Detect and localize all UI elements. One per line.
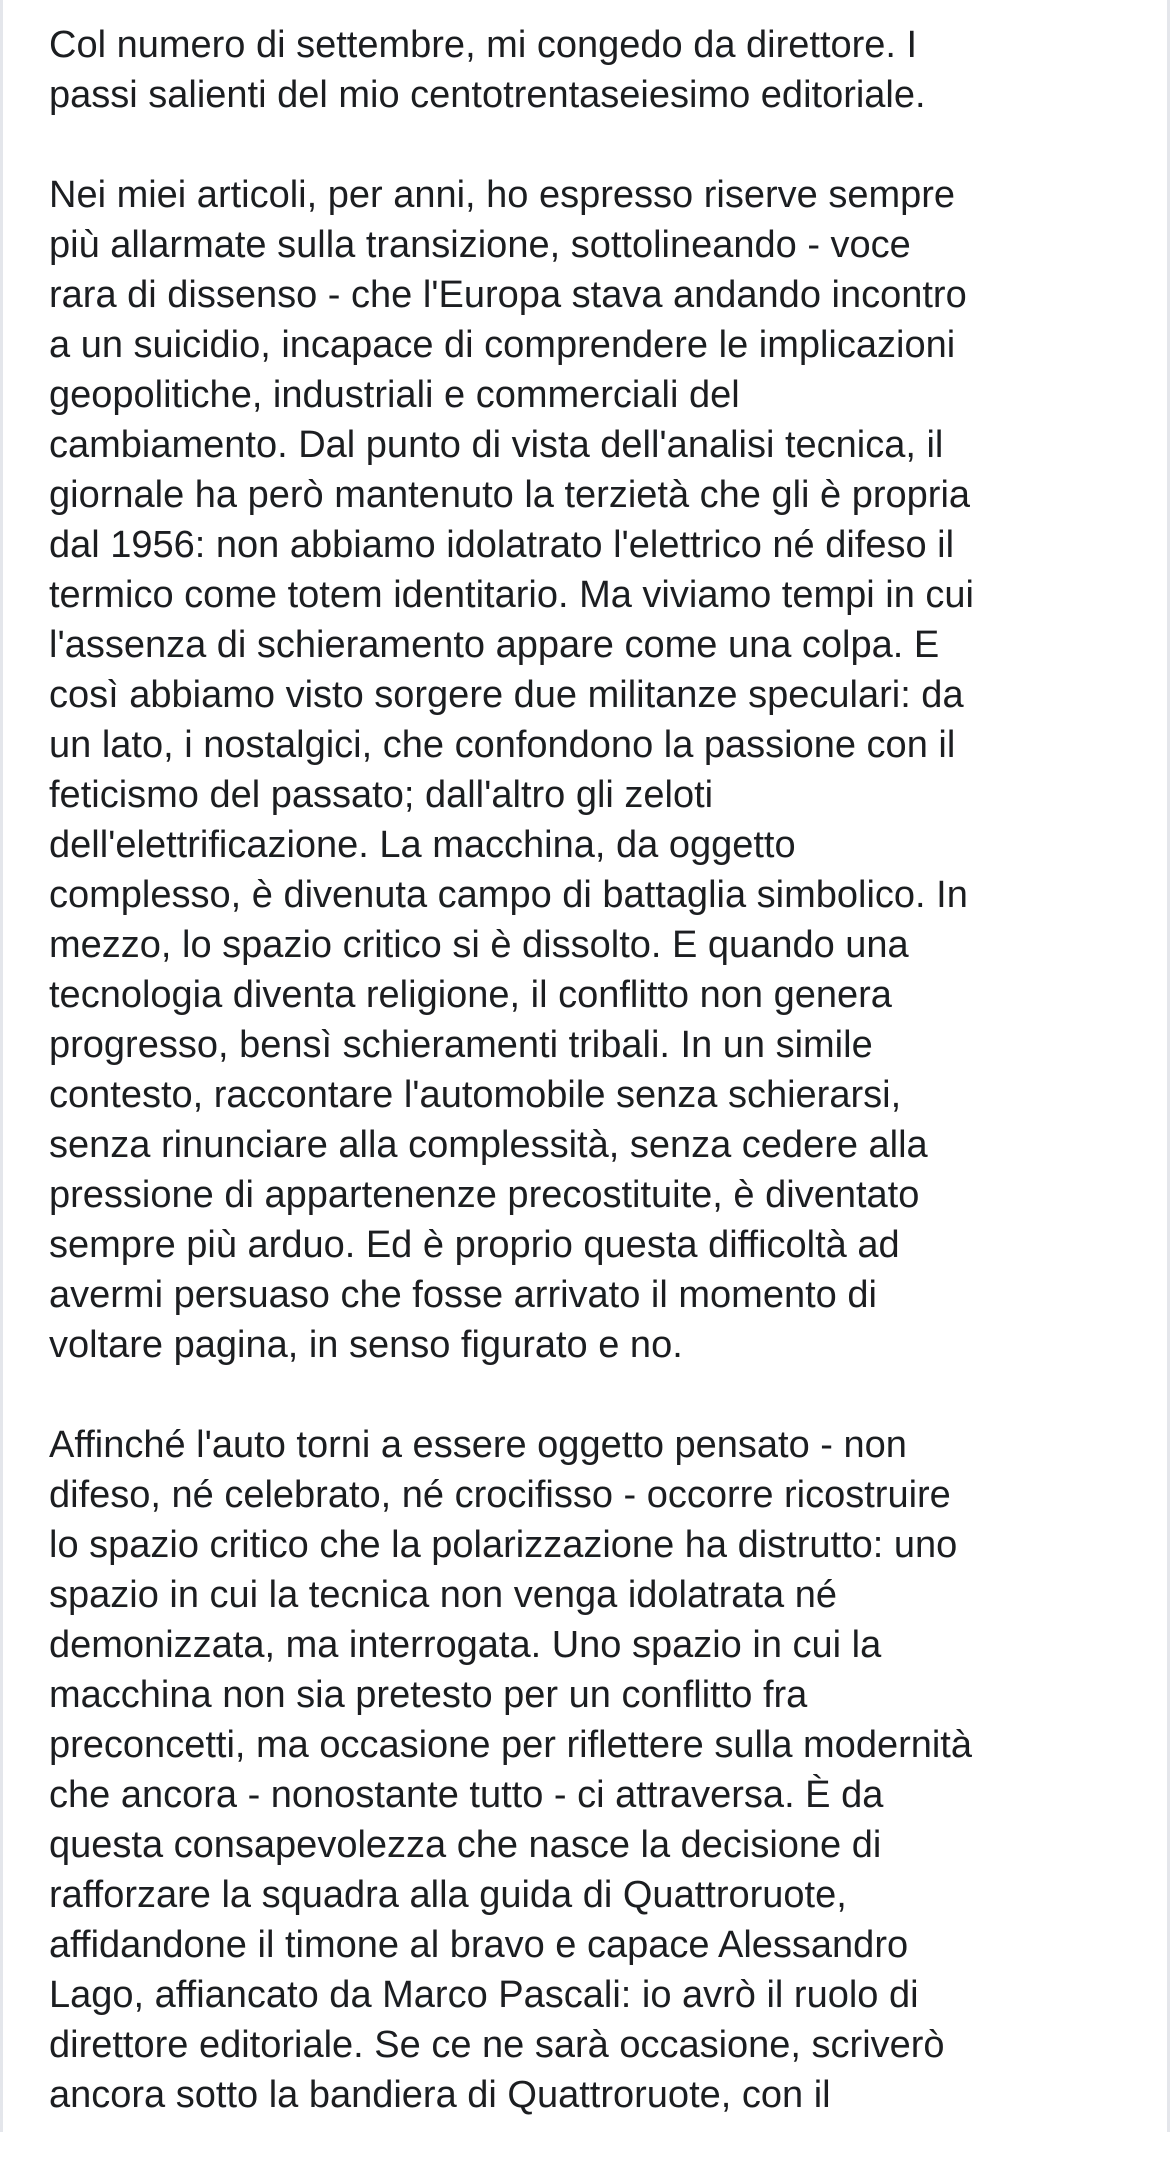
text-line: sempre più arduo. Ed è proprio questa difficoltà ad (49, 1224, 900, 1266)
text-line: complesso, è divenuta campo di battaglia simbolico. In (49, 874, 968, 916)
text-line: mezzo, lo spazio critico si è dissolto. E quando una (49, 924, 909, 966)
text-line: termico come totem identitario. Ma viviamo tempi in cui (49, 574, 974, 616)
text-line: passi salienti del mio centotrentaseiesimo editoriale. (49, 74, 926, 116)
text-line: Affinché l'auto torni a essere oggetto pensato - non (49, 1424, 907, 1466)
text-line: così abbiamo visto sorgere due militanze speculari: da (49, 674, 964, 716)
text-line: tecnologia diventa religione, il conflitto non genera (49, 974, 892, 1016)
text-line: macchina non sia pretesto per un conflitto fra (49, 1674, 808, 1716)
text-line: affidandone il timone al bravo e capace Alessandro (49, 1924, 909, 1966)
text-line: cambiamento. Dal punto di vista dell'analisi tecnica, il (49, 424, 944, 466)
text-line: questa consapevolezza che nasce la decisione di (49, 1824, 882, 1866)
text-line: giornale ha però mantenuto la terzietà che gli è propria (49, 474, 971, 516)
post-body-text (49, 20, 1139, 2170)
text-line: l'assenza di schieramento appare come una colpa. E (49, 624, 940, 666)
text-line: senza rinunciare alla complessità, senza cedere alla (49, 1124, 928, 1166)
text-line: progresso, bensì schieramenti tribali. In un simile (49, 1024, 873, 1066)
post-paragraph (49, 20, 1139, 120)
text-line: che ancora - nonostante tutto - ci attraversa. È da (49, 1774, 884, 1816)
text-line: voltare pagina, in senso figurato e no. (49, 1324, 683, 1366)
text-line: rara di dissenso - che l'Europa stava andando incontro (49, 274, 967, 316)
text-line: contesto, raccontare l'automobile senza schierarsi, (49, 1074, 902, 1116)
text-line: geopolitiche, industriali e commerciali del (49, 374, 740, 416)
text-line: ancora sotto la bandiera di Quattroruote, con il (49, 2074, 831, 2116)
text-line: Col numero di settembre, mi congedo da direttore. I (49, 24, 918, 66)
text-line: spazio in cui la tecnica non venga idolatrata né (49, 1574, 837, 1616)
text-line: un lato, i nostalgici, che confondono la passione con il (49, 724, 956, 766)
text-line: dell'elettrificazione. La macchina, da oggetto (49, 824, 796, 866)
text-line: Nei miei articoli, per anni, ho espresso riserve sempre (49, 174, 956, 216)
text-line: pressione di appartenenze precostituite, è diventato (49, 1174, 920, 1216)
text-line: difeso, né celebrato, né crocifisso - occorre ricostruire (49, 1474, 951, 1516)
text-line: preconcetti, ma occasione per riflettere sulla modernità (49, 1724, 973, 1766)
left-border (0, 0, 3, 2132)
text-line: direttore editoriale. Se ce ne sarà occasione, scriverò (49, 2024, 945, 2066)
text-line: avermi persuaso che fosse arrivato il momento di (49, 1274, 877, 1316)
post-paragraph (49, 170, 1139, 1370)
text-line: lo spazio critico che la polarizzazione ha distrutto: uno (49, 1524, 958, 1566)
post-paragraph (49, 1420, 1139, 2120)
text-line: dal 1956: non abbiamo idolatrato l'elettrico né difeso il (49, 524, 955, 566)
text-line: a un suicidio, incapace di comprendere le implicazioni (49, 324, 956, 366)
text-line: rafforzare la squadra alla guida di Quattroruote, (49, 1874, 847, 1916)
text-line: Lago, affiancato da Marco Pascali: io avrò il ruolo di (49, 1974, 919, 2016)
text-line: demonizzata, ma interrogata. Uno spazio in cui la (49, 1624, 882, 1666)
text-line: più allarmate sulla transizione, sottolineando - voce (49, 224, 911, 266)
text-line: feticismo del passato; dall'altro gli zeloti (49, 774, 714, 816)
